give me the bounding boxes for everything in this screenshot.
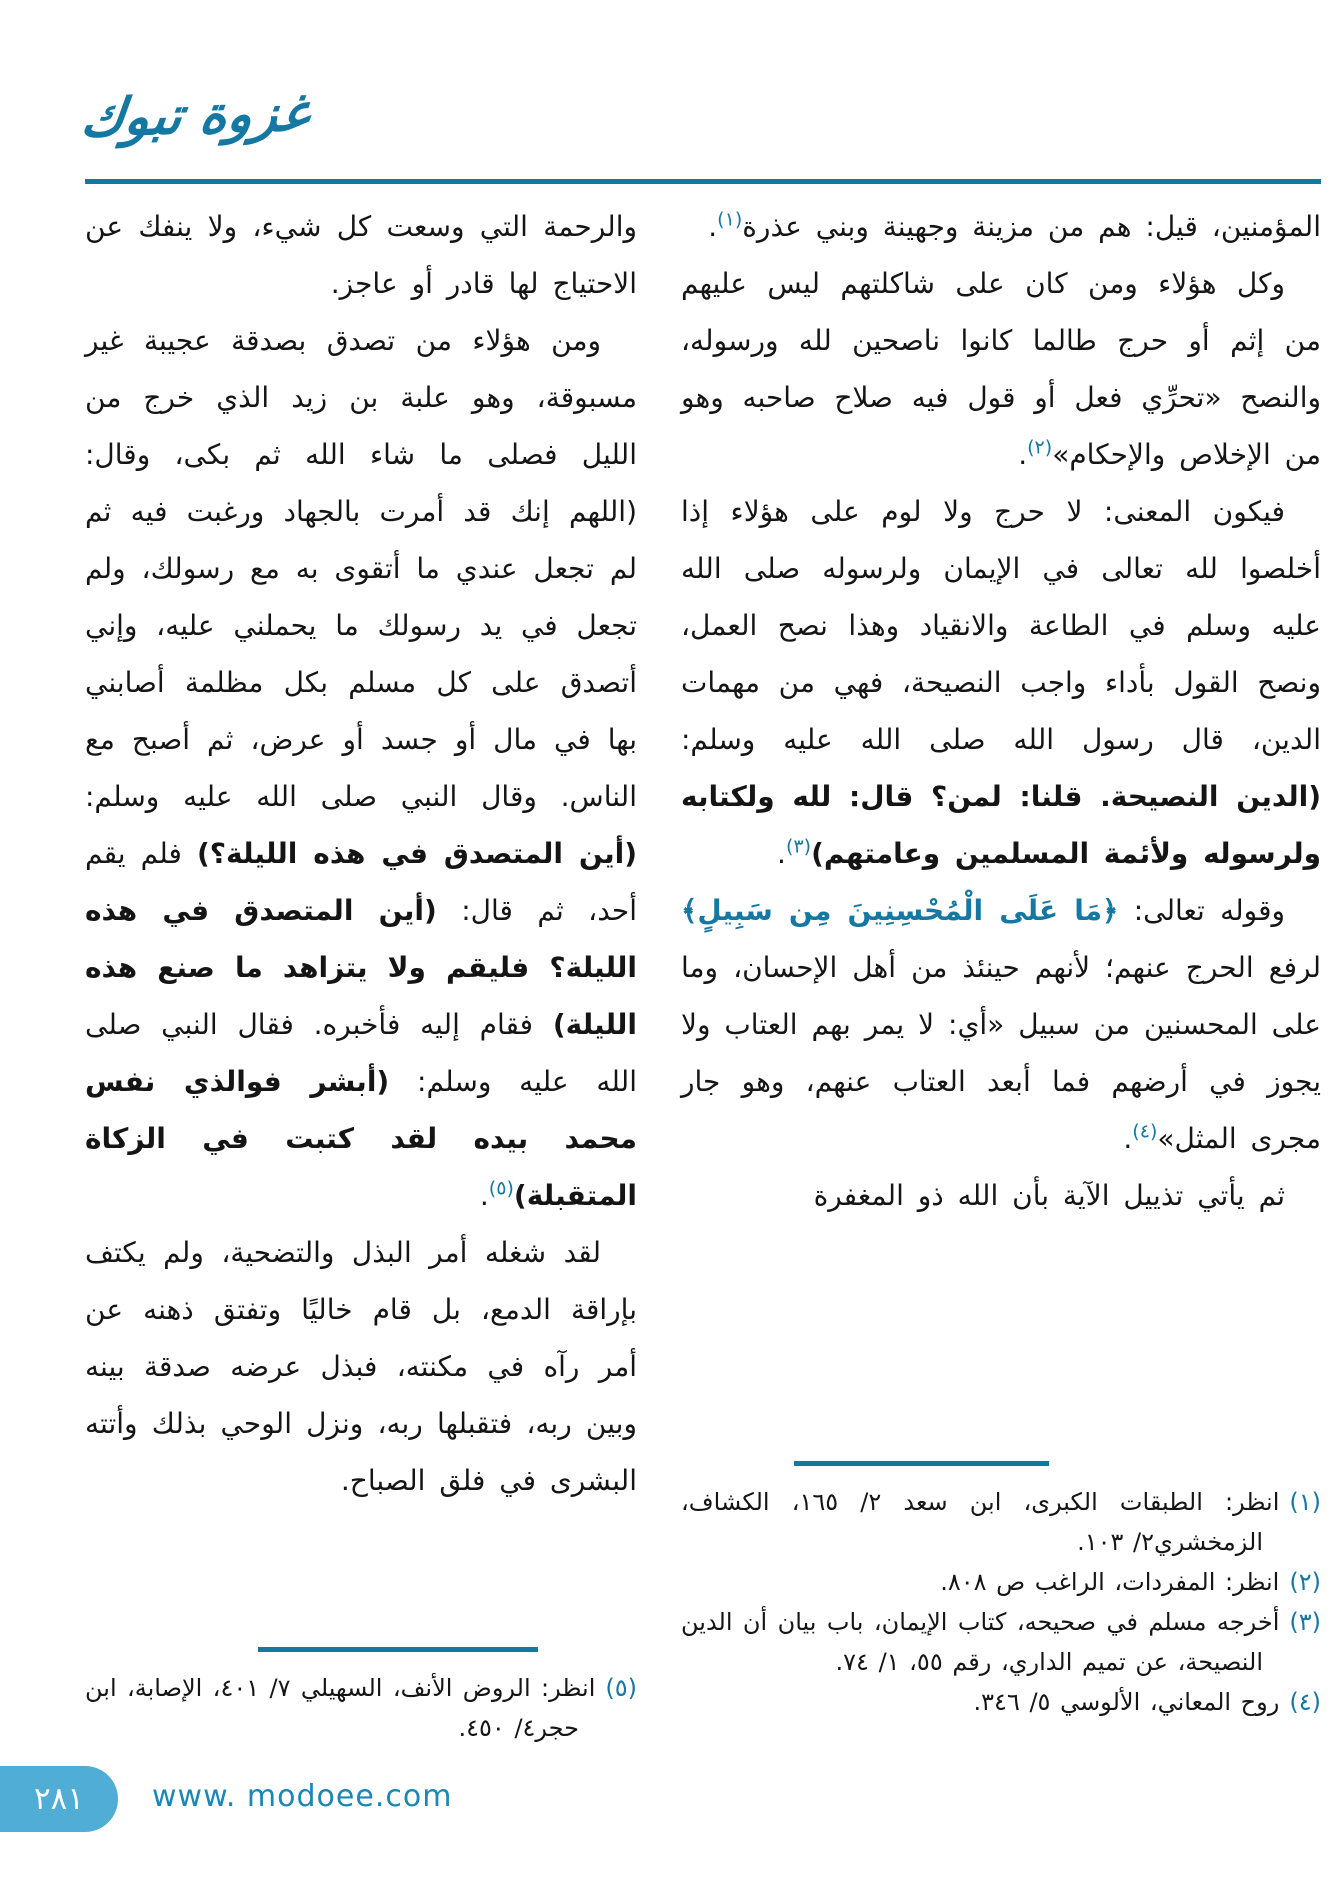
text-segment: .	[708, 210, 718, 243]
text-segment: لرفع الحرج عنهم؛ لأنهم حينئذ من أهل الإحسان، وما على المحسنين من سبيل «أي: لا يمر بهم العتاب ولا يجوز في أرضهم فما أبعد العتاب عنهم، وهو جار مجرى المثل»	[681, 951, 1321, 1155]
quran-verse-text: ﴿مَا عَلَى الْمُحْسِنِينَ مِن سَبِيلٍ﴾	[681, 894, 1119, 927]
page-number-badge	[0, 1766, 118, 1832]
left-footnote-list	[85, 1668, 637, 1748]
text-segment: المؤمنين، قيل: هم من مزينة وجهينة وبني عذرة	[742, 210, 1321, 243]
footnote	[681, 1682, 1321, 1722]
footnote-separator-left	[258, 1647, 538, 1652]
text-segment: ثم يأتي تذييل الآية بأن الله ذو المغفرة	[813, 1179, 1285, 1212]
paragraph	[681, 198, 1321, 255]
footnote-separator-right	[794, 1461, 1049, 1466]
text-segment: وكل هؤلاء ومن كان على شاكلتهم ليس عليهم من إثم أو حرج طالما كانوا ناصحين لله ورسوله، والنصح «تحرِّي فعل أو قول فيه صلاح صاحبه وهو من الإخلاص والإحكام»	[681, 267, 1321, 471]
paragraph	[681, 882, 1321, 1167]
text-segment: .	[479, 1179, 489, 1212]
footnote-ref-superscript: (٥)	[488, 1177, 514, 1200]
footnote-text: انظر: الروض الأنف، السهيلي ٧/ ٤٠١، الإصابة، ابن حجر٤/ ٤٥٠.	[85, 1674, 596, 1742]
footnote	[681, 1482, 1321, 1562]
footnote	[681, 1562, 1321, 1602]
text-segment: (أين المتصدق في هذه الليلة؟)	[196, 837, 637, 870]
text-segment: .	[1018, 438, 1028, 471]
footnote-marker: (١)	[1289, 1488, 1321, 1516]
left-column-text	[85, 198, 637, 1509]
page-number: ٢٨١	[34, 1781, 84, 1817]
footnote-marker: (٣)	[1289, 1608, 1321, 1636]
left-column	[85, 198, 637, 1756]
footnote-ref-superscript: (١)	[717, 208, 743, 231]
paragraph	[85, 198, 637, 312]
footnote-ref-superscript: (٢)	[1027, 436, 1053, 459]
footnote-text: روح المعاني، الألوسي ٥/ ٣٤٦.	[973, 1688, 1280, 1716]
text-segment: .	[777, 837, 786, 870]
text-segment: (الدين النصيحة. قلنا: لمن؟ قال: لله ولكتابه ولرسوله ولأئمة المسلمين وعامتهم)	[681, 780, 1321, 870]
right-column-text	[681, 198, 1321, 1224]
header-rule	[85, 179, 1321, 184]
footnote	[85, 1668, 637, 1748]
footnote-ref-superscript: (٣)	[785, 835, 812, 858]
paragraph	[85, 1224, 637, 1509]
text-segment: فلم يقم أحد، ثم قال:	[85, 837, 637, 927]
paragraph	[85, 312, 637, 1224]
right-footnotes	[681, 1461, 1321, 1722]
text-segment: وقوله تعالى:	[1118, 894, 1285, 927]
text-segment: والرحمة التي وسعت كل شيء، ولا ينفك عن الاحتياج لها قادر أو عاجز.	[85, 210, 637, 300]
text-segment: (أين المتصدق في هذه الليلة؟ فليقم ولا يتزاهد ما صنع هذه الليلة)	[85, 894, 637, 1041]
paragraph	[681, 483, 1321, 882]
footnote-marker: (٢)	[1289, 1568, 1321, 1596]
footnote-text: انظر: المفردات، الراغب ص ٨٠٨.	[940, 1568, 1280, 1596]
website-text: www. modoee.com	[152, 1779, 453, 1814]
left-footnotes	[85, 1647, 637, 1748]
text-segment: فيكون المعنى: لا حرج ولا لوم على هؤلاء إذا أخلصوا لله تعالى في الإيمان ولرسوله صلى الله عليه وسلم في الطاعة والانقياد وهذا نصح العمل، ونصح القول بأداء واجب النصيحة، فهي من مهمات الدين، قال رسول الله صلى الله عليه وسلم:	[681, 495, 1321, 756]
footnote-marker: (٥)	[605, 1674, 637, 1702]
text-columns	[85, 198, 1321, 1756]
right-footnote-list	[681, 1482, 1321, 1722]
paragraph	[681, 255, 1321, 483]
footnote-text: أخرجه مسلم في صحيحه، كتاب الإيمان، باب بيان أن الدين النصيحة، عن تميم الداري، رقم ٥٥، ١/ ٧٤.	[681, 1608, 1280, 1676]
paragraph	[681, 1167, 1321, 1224]
chapter-title-calligraphy: غزوة تبوك	[78, 83, 313, 149]
footnote	[681, 1602, 1321, 1682]
text-segment: .	[1123, 1122, 1133, 1155]
footnote-ref-superscript: (٤)	[1132, 1120, 1158, 1143]
footnote-marker: (٤)	[1289, 1688, 1321, 1716]
text-segment: (أبشر فوالذي نفس محمد بيده لقد كتبت في الزكاة المتقبلة)	[85, 1065, 637, 1212]
footnote-text: انظر: الطبقات الكبرى، ابن سعد ٢/ ١٦٥، الكشاف، الزمخشري٢/ ١٠٣.	[681, 1488, 1280, 1556]
text-segment: فقام إليه فأخبره. فقال النبي صلى الله عليه وسلم:	[85, 1008, 637, 1098]
right-column	[681, 198, 1321, 1756]
text-segment: ومن هؤلاء من تصدق بصدقة عجيبة غير مسبوقة، وهو علبة بن زيد الذي خرج من الليل فصلى ما شاء الله ثم بكى، وقال: (اللهم إنك قد أمرت بالجهاد ورغبت فيه ثم لم تجعل عندي ما أتقوى به مع رسولك، ولم تجعل في يد رسولك ما يحملني عليه، وإني أتصدق على كل مسلم بكل مظلمة أصابني بها في مال أو جسد أو عرض، ثم أصبح مع الناس. وقال النبي صلى الله عليه وسلم:	[85, 324, 637, 813]
text-segment: لقد شغله أمر البذل والتضحية، ولم يكتف بإراقة الدمع، بل قام خاليًا وتفتق ذهنه عن أمر رآه في مكنته، فبذل عرضه صدقة بينه وبين ربه، فتقبلها ربه، ونزل الوحي بذلك وأتته البشرى في فلق الصباح.	[85, 1236, 637, 1497]
